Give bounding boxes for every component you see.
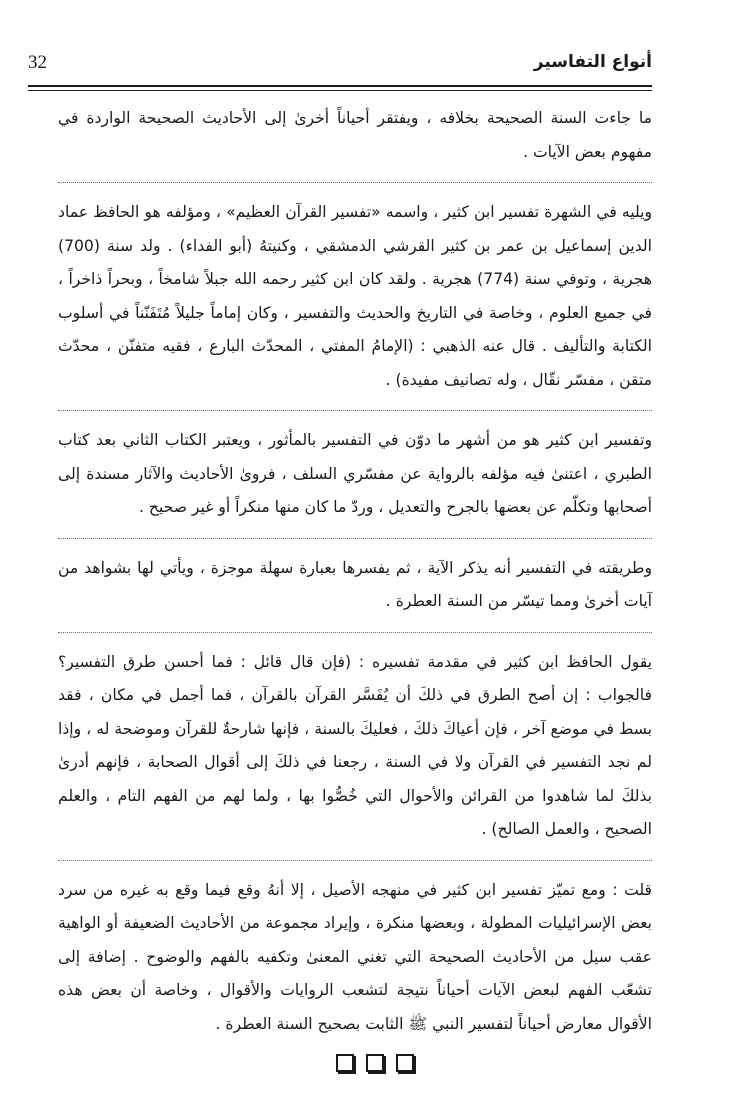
paragraph: قلت : ومع تميّز تفسير ابن كثير في منهجه الأصيل ، إلا أنهُ وقع فيما وقع به غيره من سرد بعض الإسرائيليات المطولة ، وبعضها منكرة ، وإيراد مجموعة من الأحاديث الضعيفة أو الواهية عقب سيل من الأحاديث الصحيحة التي تغني المعنىٰ وتكفيه بالفهم والوضوح . إضافة إلى تشعّب الفهم لبعض الآيات أحياناً نتيجة لتشعب الروايات والأقوال ، وخاصة أن بعض هذه الأقوال معارض أحياناً لتفسير النبي ﷺ الثابت بصحيح السنة العطرة .	[58, 880, 652, 1033]
running-title: أنواع التفاسير	[533, 52, 652, 72]
paragraph-separator	[58, 410, 652, 411]
paragraph: وتفسير ابن كثير هو من أشهر ما دوّن في التفسير بالمأثور ، ويعتبر الكتاب الثاني بعد كتاب الطبري ، اعتنىٰ فيه مؤلفه بالرواية عن مفسّري السلف ، فروىٰ الأحاديث والآثار مسندة إلى أصحابها وتكلّم عن بعضها بالجرح والتعديل ، وردّ ما كان منها منكراً أو غير صحيح .	[58, 431, 652, 516]
paragraph-separator	[58, 182, 652, 183]
paragraph-separator	[58, 632, 652, 633]
square-ornament-icon	[396, 1054, 414, 1072]
header-rule-thick	[28, 85, 652, 87]
paragraph: ما جاءت السنة الصحيحة بخلافه ، ويفتقر أحياناً أخرىٰ إلى الأحاديث الصحيحة الواردة في مفهوم بعض الآيات .	[58, 109, 652, 161]
paragraph: ويليه في الشهرة تفسير ابن كثير ، واسمه «تفسير القرآن العظيم» ، ومؤلفه هو الحافظ عماد الدين إسماعيل بن عمر بن كثير القرشي الدمشقي ، وكنيتهُ (أبو الفداء) . ولد سنة (700) هجرية ، وتوفي سنة (774) هجرية . ولقد كان ابن كثير رحمه الله جبلاً شامخاً ، وبحراً ذاخراً ، في جميع العلوم ، وخاصة في التاريخ والحديث والتفسير ، وكان إماماً جليلاً مُتَفَنّناً في أسلوب الكتابة والتأليف . قال عنه الذهبي : (الإمامُ المفتي ، المحدّث البارع ، فقيه متفنّن ، محدّث متقن ، مفسّر نقّال ، وله تصانيف مفيدة) .	[58, 203, 653, 389]
paragraph: وطريقته في التفسير أنه يذكر الآية ، ثم يفسرها بعبارة سهلة موجزة ، ويأتي لها بشواهد من آيات أخرىٰ ومما تيسّر من السنة العطرة .	[58, 558, 652, 610]
header-rule-thin	[28, 90, 652, 91]
paragraph-separator	[58, 860, 652, 861]
square-ornament-icon	[336, 1054, 354, 1072]
end-ornament	[0, 1054, 750, 1072]
paragraph: يقول الحافظ ابن كثير في مقدمة تفسيره : (فإن قال قائل : فما أحسن طرق التفسير؟ فالجواب : إن أصح الطرق في ذلكَ أن يُفَسَّر القرآن بالقرآن ، فما أجمل في مكان ، فقد بسط في موضع آخر ، فإن أعياكَ ذلكَ ، فعليكَ بالسنة ، فإنها شارحةٌ للقرآن وموضحة له ، وإذا لم نجد التفسير في القرآن ولا في السنة ، رجعنا في ذلكَ إلى أقوال الصحابة ، فإنهم أدرىٰ بذلكَ لما شاهدوا من القرائن والأحوال التي خُصُّوا بها ، ولما لهم من الفهم التام ، والعلم الصحيح ، والعمل الصالح) .	[58, 652, 652, 838]
body-text	[58, 102, 652, 1054]
page-number: 32	[28, 52, 47, 73]
square-ornament-icon	[366, 1054, 384, 1072]
paragraph-separator	[58, 538, 652, 539]
page-header	[28, 50, 652, 84]
